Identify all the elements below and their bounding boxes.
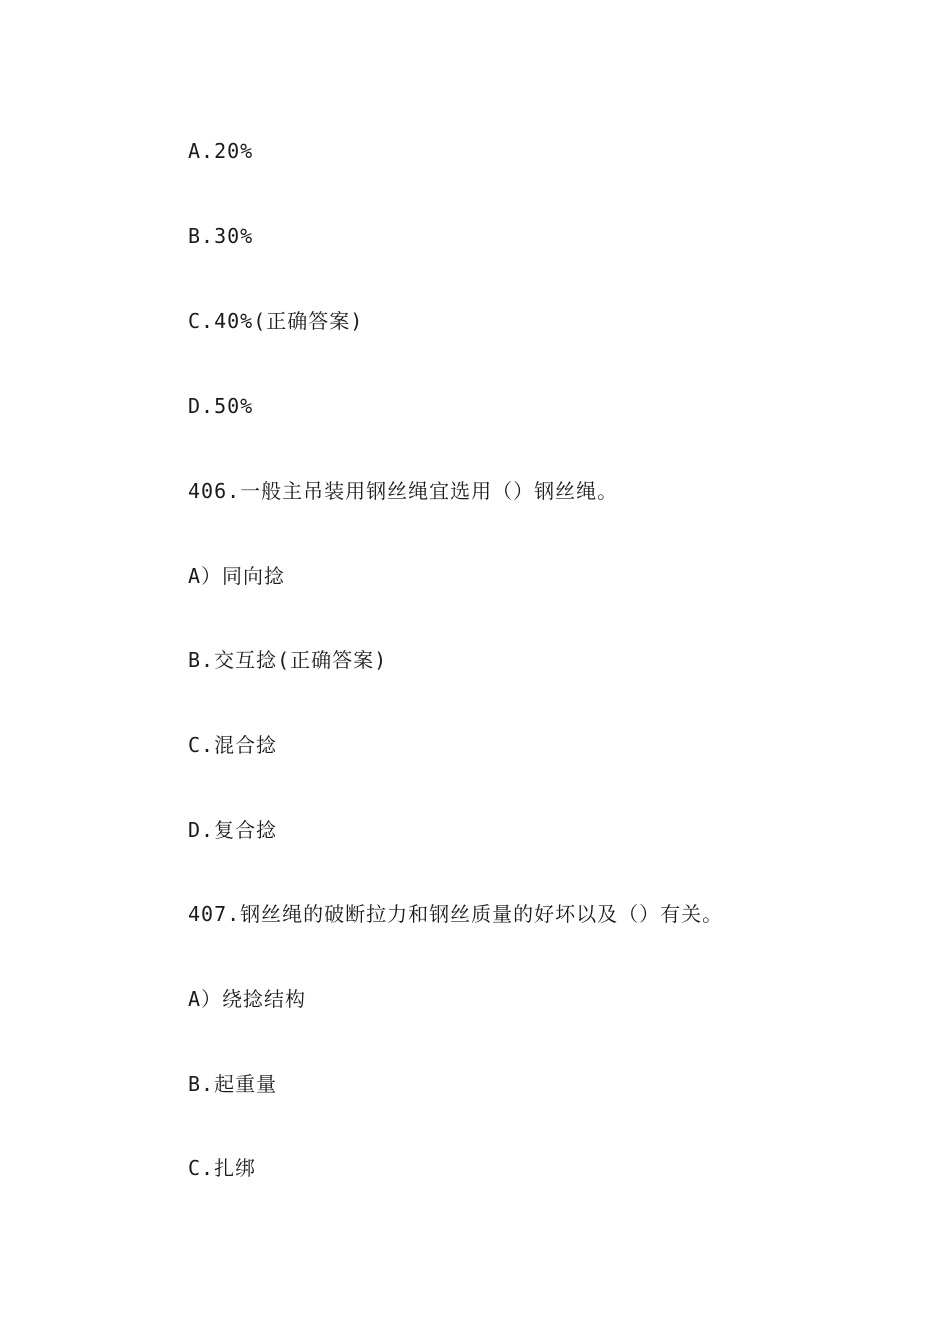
- option-c-previous-question: C.40%(正确答案): [188, 309, 364, 333]
- option-d-previous-question: D.50%: [188, 394, 254, 418]
- question-406-option-c: C.混合捻: [188, 733, 278, 757]
- question-407-option-a: A）绕捻结构: [188, 987, 307, 1011]
- question-407-option-b: B.起重量: [188, 1072, 278, 1096]
- question-406-option-d: D.复合捻: [188, 818, 278, 842]
- question-407-option-c: C.扎绑: [188, 1156, 257, 1180]
- question-406-option-b: B.交互捻(正确答案): [188, 648, 388, 672]
- question-406: 406.一般主吊装用钢丝绳宜选用（）钢丝绳。: [188, 479, 619, 503]
- question-407: 407.钢丝绳的破断拉力和钢丝质量的好坏以及（）有关。: [188, 902, 724, 926]
- question-406-option-a: A）同向捻: [188, 564, 286, 588]
- option-a-previous-question: A.20%: [188, 139, 254, 163]
- option-b-previous-question: B.30%: [188, 224, 254, 248]
